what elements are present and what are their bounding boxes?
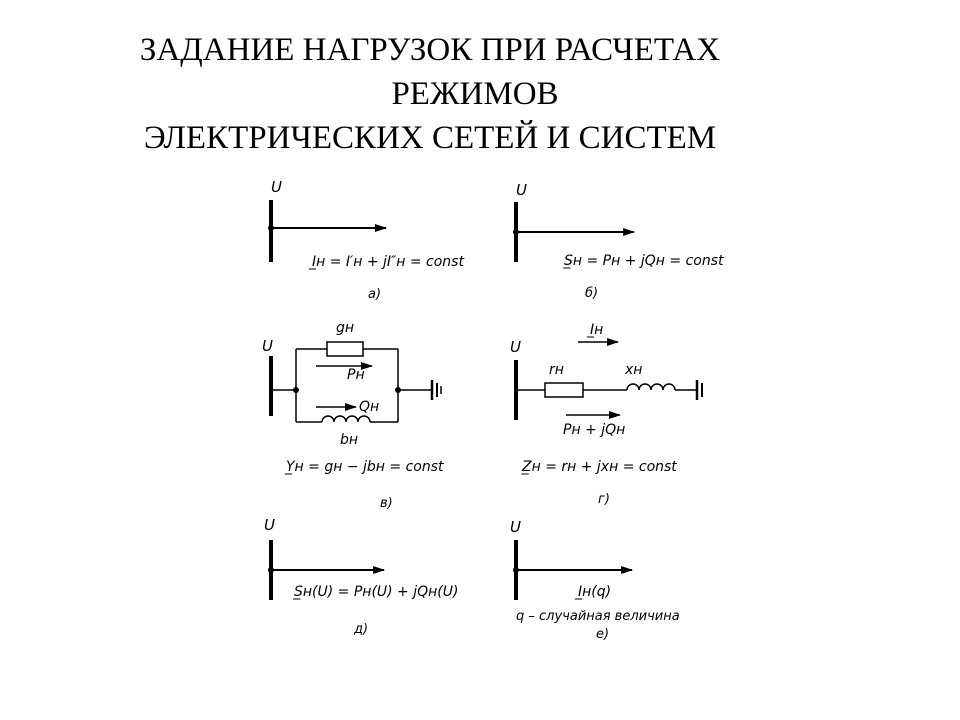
susceptance-inductor (322, 416, 370, 422)
title-line-2: РЕЖИМОВ (391, 76, 559, 112)
q-label: Qн (359, 399, 380, 415)
title-line-1: ЗАДАНИЕ НАГРУЗОК ПРИ РАСЧЕТАХ (139, 32, 721, 68)
voltage-label: U (271, 178, 282, 196)
title-line-3: ЭЛЕКТРИЧЕСКИХ СЕТЕЙ И СИСТЕМ (143, 120, 717, 156)
diagram-a (268, 178, 464, 302)
voltage-label: U (510, 518, 521, 536)
diagram-g (510, 322, 702, 507)
caption: г) (598, 492, 610, 507)
caption: а) (368, 287, 382, 302)
caption: в) (380, 496, 393, 511)
voltage-label: U (262, 337, 273, 355)
random-variable-note: q – случайная величина (516, 609, 680, 624)
formula: I̲н(q) (578, 584, 612, 600)
diagram-e (510, 518, 680, 642)
voltage-label: U (510, 338, 521, 356)
reactance (627, 384, 675, 390)
current-label: I̲н (590, 322, 604, 338)
conductance-resistor (327, 342, 363, 356)
b-label: bн (340, 432, 359, 448)
formula: I̲н = I′н + jI″н = const (312, 254, 464, 270)
formula: Z̲н = rн + jxн = const (522, 459, 677, 475)
power-label: Pн + jQн (563, 422, 626, 438)
diagram-v (262, 320, 444, 511)
r-label: rн (549, 362, 564, 378)
caption: д) (354, 622, 369, 637)
x-label: xн (625, 362, 643, 378)
voltage-label: U (516, 181, 527, 199)
g-label: gн (336, 320, 355, 336)
caption: е) (596, 627, 610, 642)
formula: Y̲н = gн − jbн = const (286, 459, 444, 475)
formula: S̲н(U) = Pн(U) + jQн(U) (294, 584, 459, 600)
voltage-label: U (264, 516, 275, 534)
formula: S̲н = Pн + jQн = const (564, 253, 724, 269)
caption: б) (585, 286, 599, 301)
diagram-b (513, 181, 724, 301)
p-label: Pн (347, 367, 365, 383)
resistance (545, 383, 583, 397)
diagram-d (264, 516, 458, 637)
